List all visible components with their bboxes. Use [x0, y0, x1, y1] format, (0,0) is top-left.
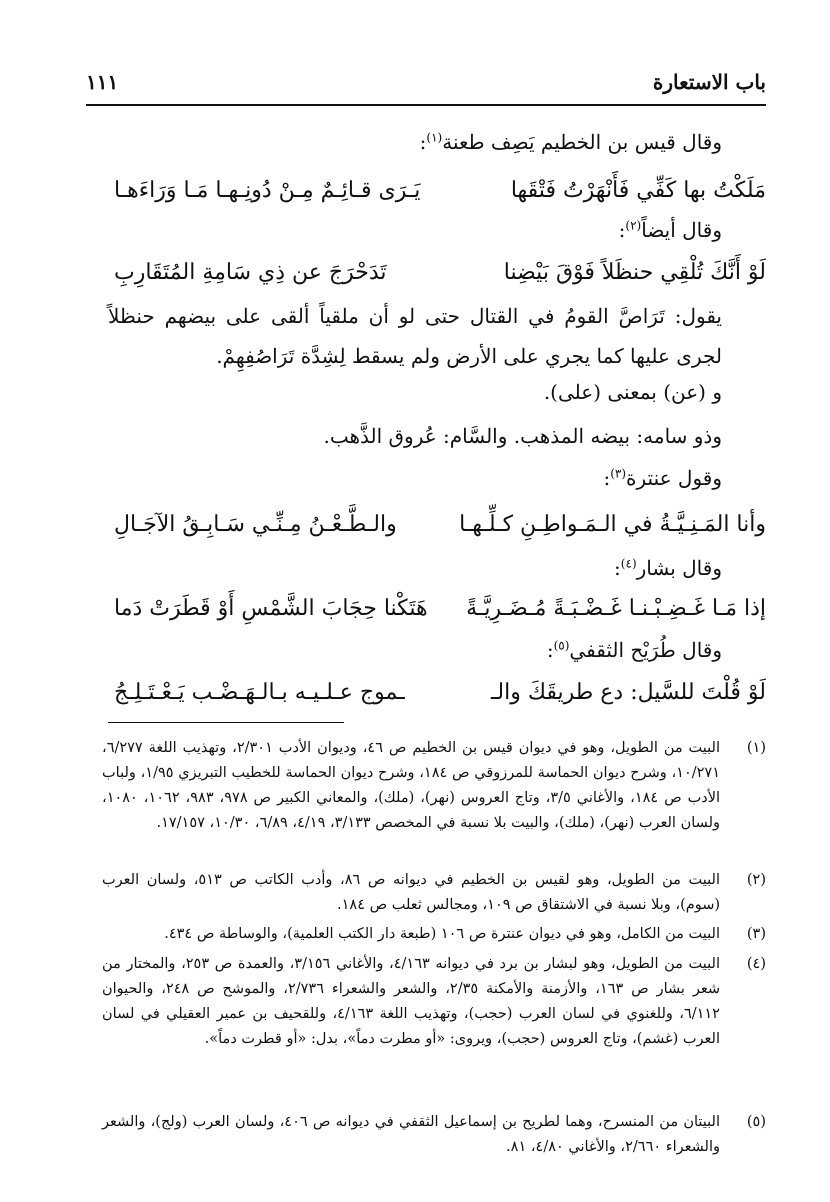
footnote-ref-5: (٥) — [553, 638, 570, 653]
footnote-4 — [102, 952, 766, 1052]
footnote-ref-3: (٣) — [610, 466, 627, 481]
verse-4-first-hemistich: إذا مَـا غَـضِـبْـنـا غَـضْـبَـةً مُـضَـرِيَّـةً — [466, 596, 766, 621]
footnote-ref-4: (٤) — [620, 556, 637, 571]
footnote-ref-2: (٢) — [625, 218, 642, 233]
verse-5-second-hemistich: ـموج عـلـيـه بـالـهَـضْـب يَـعْـتَـلِـجُ — [114, 680, 405, 705]
intro-line-1-text: وقال قيس بن الخطيم يَصِف طعنة — [442, 130, 722, 154]
footnote-number: (٢) — [746, 872, 766, 888]
note-an-meaning: و (عن) بمعنى (على). — [543, 380, 722, 404]
explanation-paragraph: يقول: تَرَاصَّ القومُ في القتال حتى لو أن ملقياً ألقى على بيضهم حنظلاً لجرى عليها كما يجري على الأرض ولم يسقط لِشِدَّة تَرَاصُفِهِمْ. — [108, 304, 722, 368]
footnote-text: البيت من الطويل، وهو في ديوان قيس بن الخطيم ص ٤٦، وديوان الأدب ٢/٣٠١، وتهذيب اللغة ٦/٢٧٧، ١٠/٢٧١، وشرح ديوان الحماسة للمرزوقي ص ١٨٤، وشرح ديوان الحماسة للخطيب التبريزي ١/٩٥، ولباب الأدب ص ١٨٤، والأغاني ٣/٥، وتاج العروس (نهر)، (ملك)، والمعاني الكبير ص ٩٧٨، ٩٨٣، ١٠٦٢، ١٠٨٠، ولسان العرب (نهر)، (ملك)، والبيت بلا نسبة في المخصص ٣/١٣٣، ٤/١٩، ٦/٨٩، ١٠/٣٠، ١٧/١٥٧. — [102, 740, 720, 831]
intro-line-4-text: وقال بشار — [636, 556, 722, 580]
footnote-number: (٤) — [746, 956, 766, 972]
verse-5-first-hemistich: لَوْ قُلْتَ للسَّيل: دع طريقَكَ والـ — [490, 680, 766, 705]
intro-line-2: وقال أيضاً$^{(٢)}$: — [618, 218, 722, 242]
footnote-3 — [102, 922, 766, 947]
footnote-1 — [102, 736, 766, 836]
intro-line-4: وقال بشار$^{(٤)}$: — [614, 556, 722, 580]
footnote-number: (١) — [746, 740, 766, 756]
verse-1-first-hemistich: مَلَكْتُ بها كَفِّي فَأَنْهَرْتُ فَتْقَها — [510, 178, 766, 203]
header-rule — [86, 104, 766, 106]
footnote-separator — [108, 722, 344, 723]
verse-2-second-hemistich: تَدَحْرَجَ عن ذِي سَامِةِ المُتَقَارِبِ — [114, 260, 387, 285]
chapter-title: باب الاستعارة — [652, 70, 766, 94]
footnote-number: (٣) — [746, 926, 766, 942]
footnote-number: (٥) — [746, 1114, 766, 1130]
verse-3-second-hemistich: والـطَّـعْـنُ مِـنِّـي سَـابِـقُ الآجَـالِ — [114, 512, 397, 537]
intro-line-5: وقال طُرَيْح الثقفي$^{(٥)}$: — [546, 638, 722, 662]
footnote-text: البيتان من المنسرح، وهما لطريح بن إسماعيل الثقفي في ديوانه ص ٤٠٦، ولسان العرب (ولج)، والشعر والشعراء ٢/٦٦٠، والأغاني ٤/٨٠، ٨١. — [102, 1114, 720, 1155]
footnote-2 — [102, 868, 766, 918]
intro-line-3: وقول عنترة$^{(٣)}$: — [603, 466, 722, 490]
footnote-ref-1: (١) — [426, 130, 443, 145]
page-number: ١١١ — [86, 70, 119, 94]
footnote-text: البيت من الطويل، وهو لقيس بن الخطيم في ديوانه ص ٨٦، وأدب الكاتب ص ٥١٣، ولسان العرب (سوم)، وبلا نسبة في الاشتقاق ص ١٠٩، ومجالس ثعلب ص ١٨٤. — [102, 872, 720, 913]
verse-2-first-hemistich: لَوْ أَنَّكَ تُلْقِي حنظَلاً فَوْقَ بَيْضِنا — [503, 260, 766, 285]
verse-1-second-hemistich: يَـرَى قـائِـمٌ مِـنْ دُونِـهـا مَـا وَرَاءَهـا — [114, 178, 421, 203]
intro-line-1: وقال قيس بن الخطيم يَصِف طعنة$^{(١)}$: — [419, 130, 722, 154]
verse-4-second-hemistich: هَتَكْنا حِجَابَ الشَّمْسِ أَوْ قَطَرَتْ دَما — [114, 596, 428, 621]
footnote-5 — [102, 1110, 766, 1160]
note-sama-meaning: وذو سامه: بيضه المذهب. والسَّام: عُروق الذَّهب. — [323, 424, 722, 448]
footnote-text: البيت من الكامل، وهو في ديوان عنترة ص ١٠٦ (طبعة دار الكتب العلمية)، والوساطة ص ٤٣٤. — [164, 926, 720, 942]
intro-line-5-text: وقال طُرَيْح الثقفي — [569, 638, 722, 662]
verse-3-first-hemistich: وأنا المَـنِـيَّـةُ في الـمَـواطِـنِ كـلِّـهـا — [459, 512, 766, 537]
intro-line-2-text: وقال أيضاً — [641, 218, 722, 242]
footnote-text: البيت من الطويل، وهو لبشار بن برد في ديوانه ٤/١٦٣، والأغاني ٣/١٥٦، والعمدة ص ٢٥٣، والمختار من شعر بشار ص ١٦٣، والأزمنة والأمكنة ٢/٣٥، والشعر والشعراء ٢/٧٣٦، والموشح ص ٢٤٨، والحيوان ٦/١١٢، وللغنوي في لسان العرب (حجب)، وتهذيب اللغة ٤/١٦٣، وللقحيف بن عمير العقيلي في لسان العرب (غشم)، وتاج العروس (حجب)، ويروى: «أو مطرت دماً»، بدل: «أو قطرت دماً». — [102, 956, 720, 1047]
intro-line-3-text: وقول عنترة — [626, 466, 722, 490]
